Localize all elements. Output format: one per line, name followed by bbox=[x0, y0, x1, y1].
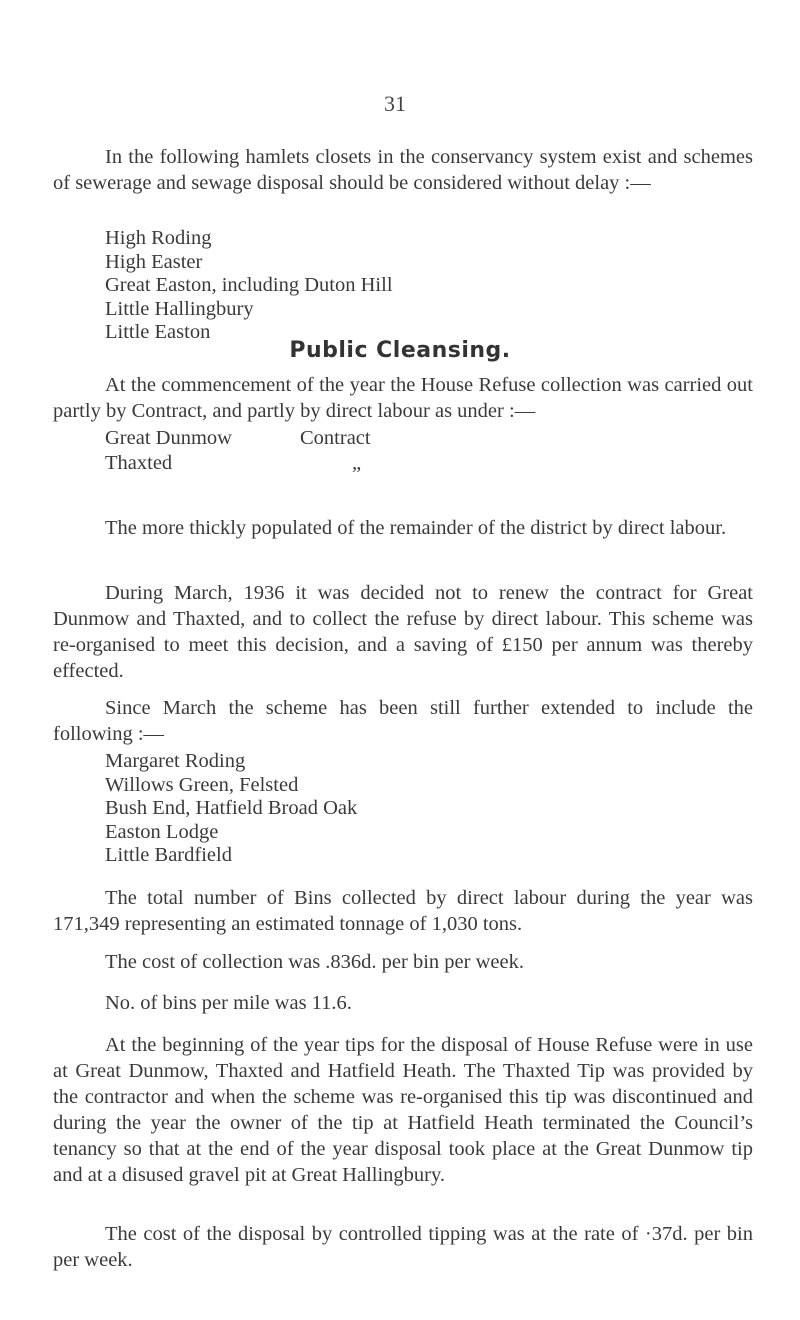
march-paragraph bbox=[53, 580, 753, 684]
list-item: Willows Green, Felsted bbox=[105, 773, 299, 796]
table-cell-method: „ bbox=[352, 452, 362, 474]
list-item: Bush End, Hatfield Broad Oak bbox=[105, 797, 358, 819]
table-cell-place: Thaxted bbox=[105, 452, 173, 474]
since-march-paragraph bbox=[53, 695, 753, 747]
list-item: High Easter bbox=[105, 250, 203, 273]
page-number: 31 bbox=[384, 91, 406, 116]
cost-collection-paragraph bbox=[53, 949, 753, 975]
list-item: Easton Lodge bbox=[105, 820, 219, 843]
table-row bbox=[105, 451, 371, 476]
table-cell-method: Contract bbox=[300, 427, 371, 449]
total-bins-text: The total number of Bins collected by direct labour during the year was 171,349 representing an estimated tonnage of 1,030 tons. bbox=[53, 887, 753, 935]
remainder-text: The more thickly populated of the remainder of the district by direct labour. bbox=[105, 517, 727, 539]
collection-table bbox=[105, 426, 371, 476]
list-item: High Roding bbox=[105, 227, 212, 249]
list-item: Margaret Roding bbox=[105, 750, 246, 772]
march-text: During March, 1936 it was decided not to renew the contract for Great Dunmow and Thaxted, and to collect the refuse by direct labour. This scheme was re-organised to meet this decision, and a saving of £150 per annum was thereby effected. bbox=[53, 582, 753, 682]
remainder-paragraph bbox=[53, 515, 753, 541]
list-item: Little Hallingbury bbox=[105, 297, 254, 320]
list-item: Little Easton bbox=[105, 321, 211, 343]
cost-collection-text: The cost of collection was .836d. per bin per week. bbox=[105, 951, 524, 973]
total-bins-paragraph bbox=[53, 885, 753, 937]
bins-per-mile-paragraph bbox=[53, 990, 753, 1016]
list-item: Little Bardfield bbox=[105, 844, 232, 866]
collection-intro-paragraph bbox=[53, 372, 753, 424]
tips-text: At the beginning of the year tips for the disposal of House Refuse were in use at Great Dunmow, Thaxted and Hatfield Heath. The Thaxted Tip was provided by the contractor and when the scheme was re-organised this tip was discontinued and during the year the owner of the tip at Hatfield Heath terminated the Council’s tenancy so that at the end of the year disposal took place at the Great Dunmow tip and at a disused gravel pit at Great Hallingbury. bbox=[53, 1034, 753, 1186]
table-cell-place: Great Dunmow bbox=[105, 427, 232, 449]
collection-intro-text: At the commencement of the year the House Refuse collection was carried out partly by Contract, and partly by direct labour as under :— bbox=[53, 374, 753, 422]
section-heading: Public Cleansing. bbox=[289, 338, 511, 363]
bins-per-mile-text: No. of bins per mile was 11.6. bbox=[105, 992, 352, 1014]
tips-paragraph bbox=[53, 1032, 753, 1188]
extended-places-list bbox=[105, 750, 357, 868]
list-item: Great Easton, including Duton Hill bbox=[105, 274, 393, 296]
hamlets-list bbox=[105, 227, 393, 345]
cost-disposal-paragraph bbox=[53, 1221, 753, 1273]
intro-paragraph bbox=[53, 144, 753, 196]
cost-disposal-text: The cost of the disposal by controlled tipping was at the rate of ·37d. per bin per week. bbox=[53, 1223, 753, 1271]
intro-text: In the following hamlets closets in the conservancy system exist and schemes of sewerage and sewage disposal should be considered without delay :— bbox=[53, 146, 753, 194]
since-march-text: Since March the scheme has been still further extended to include the following :— bbox=[53, 697, 753, 745]
table-row bbox=[105, 426, 371, 451]
